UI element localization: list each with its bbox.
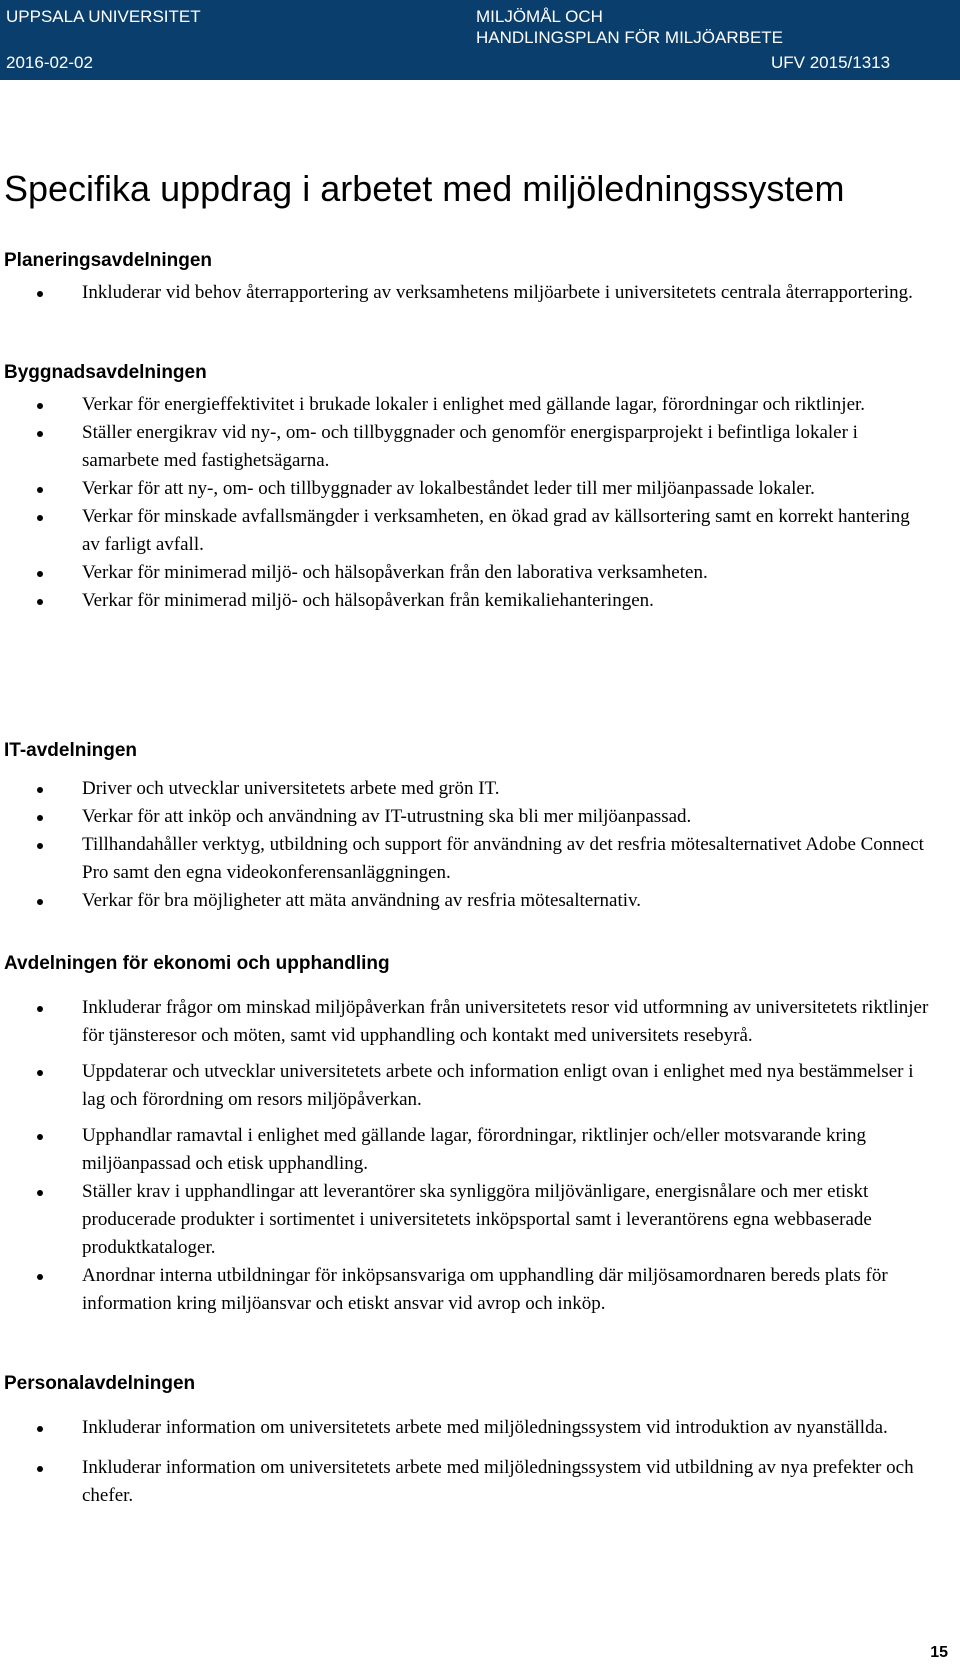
- list-item: [4, 1122, 944, 1178]
- list-item: [4, 994, 944, 1050]
- section-heading: Personalavdelningen: [4, 1373, 196, 1394]
- list-item-text: Verkar för minskade avfallsmängder i verksamheten, en ökad grad av källsortering samt en korrekt hantering av farligt avfall.: [82, 506, 910, 555]
- header-doc-title-line1: MILJÖMÅL OCH: [476, 7, 603, 26]
- list-item-text: Uppdaterar och utvecklar universitetets arbete och information enligt ovan i enlighet med nya bestämmelser i lag och förordning om resors miljöpåverkan.: [82, 1061, 914, 1110]
- bullet-icon: [37, 787, 43, 793]
- list-item: [4, 831, 944, 887]
- bullet-list: [4, 279, 944, 307]
- bullet-icon: [37, 515, 43, 521]
- list-item-text: Inkluderar information om universitetets arbete med miljöledningssystem vid utbildning av nya prefekter och chefer.: [82, 1457, 914, 1506]
- bullet-list: [4, 994, 944, 1318]
- section-heading: Avdelningen för ekonomi och upphandling: [4, 953, 390, 974]
- page-number: 15: [930, 1644, 948, 1661]
- section-planeringsavdelningen: [4, 249, 944, 307]
- list-item: [4, 775, 944, 803]
- bullet-icon: [37, 599, 43, 605]
- list-item: [4, 503, 944, 559]
- list-item-text: Driver och utvecklar universitetets arbete med grön IT.: [82, 778, 500, 799]
- list-item-text: Inkluderar vid behov återrapportering av verksamhetens miljöarbete i universitetets centrala återrapportering.: [82, 282, 913, 303]
- list-item-text: Ställer krav i upphandlingar att leverantörer ska synliggöra miljövänligare, energisnålare och mer etiskt producerade produkter i sortimentet i universitetets inköpsportal samt i leverantörens egna webbaserade produktkataloger.: [82, 1181, 872, 1258]
- bullet-icon: [37, 1466, 43, 1472]
- bullet-icon: [37, 571, 43, 577]
- list-item-text: Upphandlar ramavtal i enlighet med gällande lagar, förordningar, riktlinjer och/eller motsvarande kring miljöanpassad och etisk upphandling.: [82, 1125, 867, 1174]
- bullet-icon: [37, 1134, 43, 1140]
- bullet-icon: [37, 815, 43, 821]
- list-item-text: Inkluderar frågor om minskad miljöpåverkan från universitetets resor vid utformning av universitetets riktlinjer för tjänsteresor och möten, samt vid upphandling och kontakt med universitets resebyrå.: [82, 997, 929, 1046]
- list-item-text: Verkar för energieffektivitet i brukade lokaler i enlighet med gällande lagar, förordningar och riktlinjer.: [82, 394, 866, 415]
- bullet-icon: [37, 1426, 43, 1432]
- bullet-icon: [37, 403, 43, 409]
- bullet-icon: [37, 487, 43, 493]
- header-reference: UFV 2015/1313: [771, 53, 891, 72]
- list-item: [4, 887, 944, 915]
- list-item-text: Verkar för att inköp och användning av IT-utrustning ska bli mer miljöanpassad.: [82, 806, 692, 827]
- list-item-text: Tillhandahåller verktyg, utbildning och support för användning av det resfria mötesalternativet Adobe Connect Pro samt den egna videokonferensanläggningen.: [82, 834, 924, 883]
- bullet-icon: [37, 1006, 43, 1012]
- bullet-list: [4, 775, 944, 915]
- page-title: Specifika uppdrag i arbetet med miljöledningssystem: [4, 168, 845, 209]
- list-item: [4, 419, 944, 475]
- list-item: [4, 1262, 944, 1318]
- list-item: [4, 587, 944, 615]
- list-item: [4, 1454, 944, 1510]
- bullet-icon: [37, 899, 43, 905]
- list-item: [4, 391, 944, 419]
- list-item-text: Verkar för att ny-, om- och tillbyggnader av lokalbeståndet leder till mer miljöanpassade lokaler.: [82, 478, 815, 499]
- section-personalavdelningen: [4, 1372, 944, 1510]
- section-heading: Byggnadsavdelningen: [4, 362, 207, 383]
- bullet-icon: [37, 1274, 43, 1280]
- list-item: [4, 1414, 944, 1442]
- list-item-text: Verkar för minimerad miljö- och hälsopåverkan från den laborativa verksamheten.: [82, 562, 708, 583]
- list-item: [4, 1058, 944, 1114]
- section-heading: Planeringsavdelningen: [4, 250, 212, 271]
- header-organization: UPPSALA UNIVERSITET: [6, 7, 201, 26]
- header-doc-title-line2: HANDLINGSPLAN FÖR MILJÖARBETE: [476, 28, 784, 47]
- list-item: [4, 475, 944, 503]
- section-it-avdelningen: [4, 739, 944, 915]
- bullet-list: [4, 391, 944, 615]
- list-item: [4, 803, 944, 831]
- section-ekonomi-och-upphandling: [4, 952, 944, 1318]
- bullet-icon: [37, 291, 43, 297]
- list-item: [4, 1178, 944, 1262]
- list-item-text: Verkar för bra möjligheter att mäta användning av resfria mötesalternativ.: [82, 890, 642, 911]
- list-item-text: Anordnar interna utbildningar för inköpsansvariga om upphandling där miljösamordnaren bereds plats för information kring miljöansvar och etiskt ansvar vid avrop och inköp.: [82, 1265, 888, 1314]
- list-item: [4, 559, 944, 587]
- bullet-icon: [37, 431, 43, 437]
- section-heading: IT-avdelningen: [4, 740, 138, 761]
- list-item: [4, 279, 944, 307]
- bullet-icon: [37, 1190, 43, 1196]
- header-date: 2016-02-02: [6, 53, 93, 72]
- document-header: [0, 0, 960, 80]
- bullet-icon: [37, 843, 43, 849]
- list-item-text: Inkluderar information om universitetets arbete med miljöledningssystem vid introduktion av nyanställda.: [82, 1417, 888, 1438]
- list-item-text: Verkar för minimerad miljö- och hälsopåverkan från kemikaliehanteringen.: [82, 590, 654, 611]
- bullet-icon: [37, 1070, 43, 1076]
- section-byggnadsavdelningen: [4, 361, 944, 615]
- bullet-list: [4, 1414, 944, 1510]
- list-item-text: Ställer energikrav vid ny-, om- och tillbyggnader och genomför energisparprojekt i befintliga lokaler i samarbete med fastighetsägarna.: [82, 422, 858, 471]
